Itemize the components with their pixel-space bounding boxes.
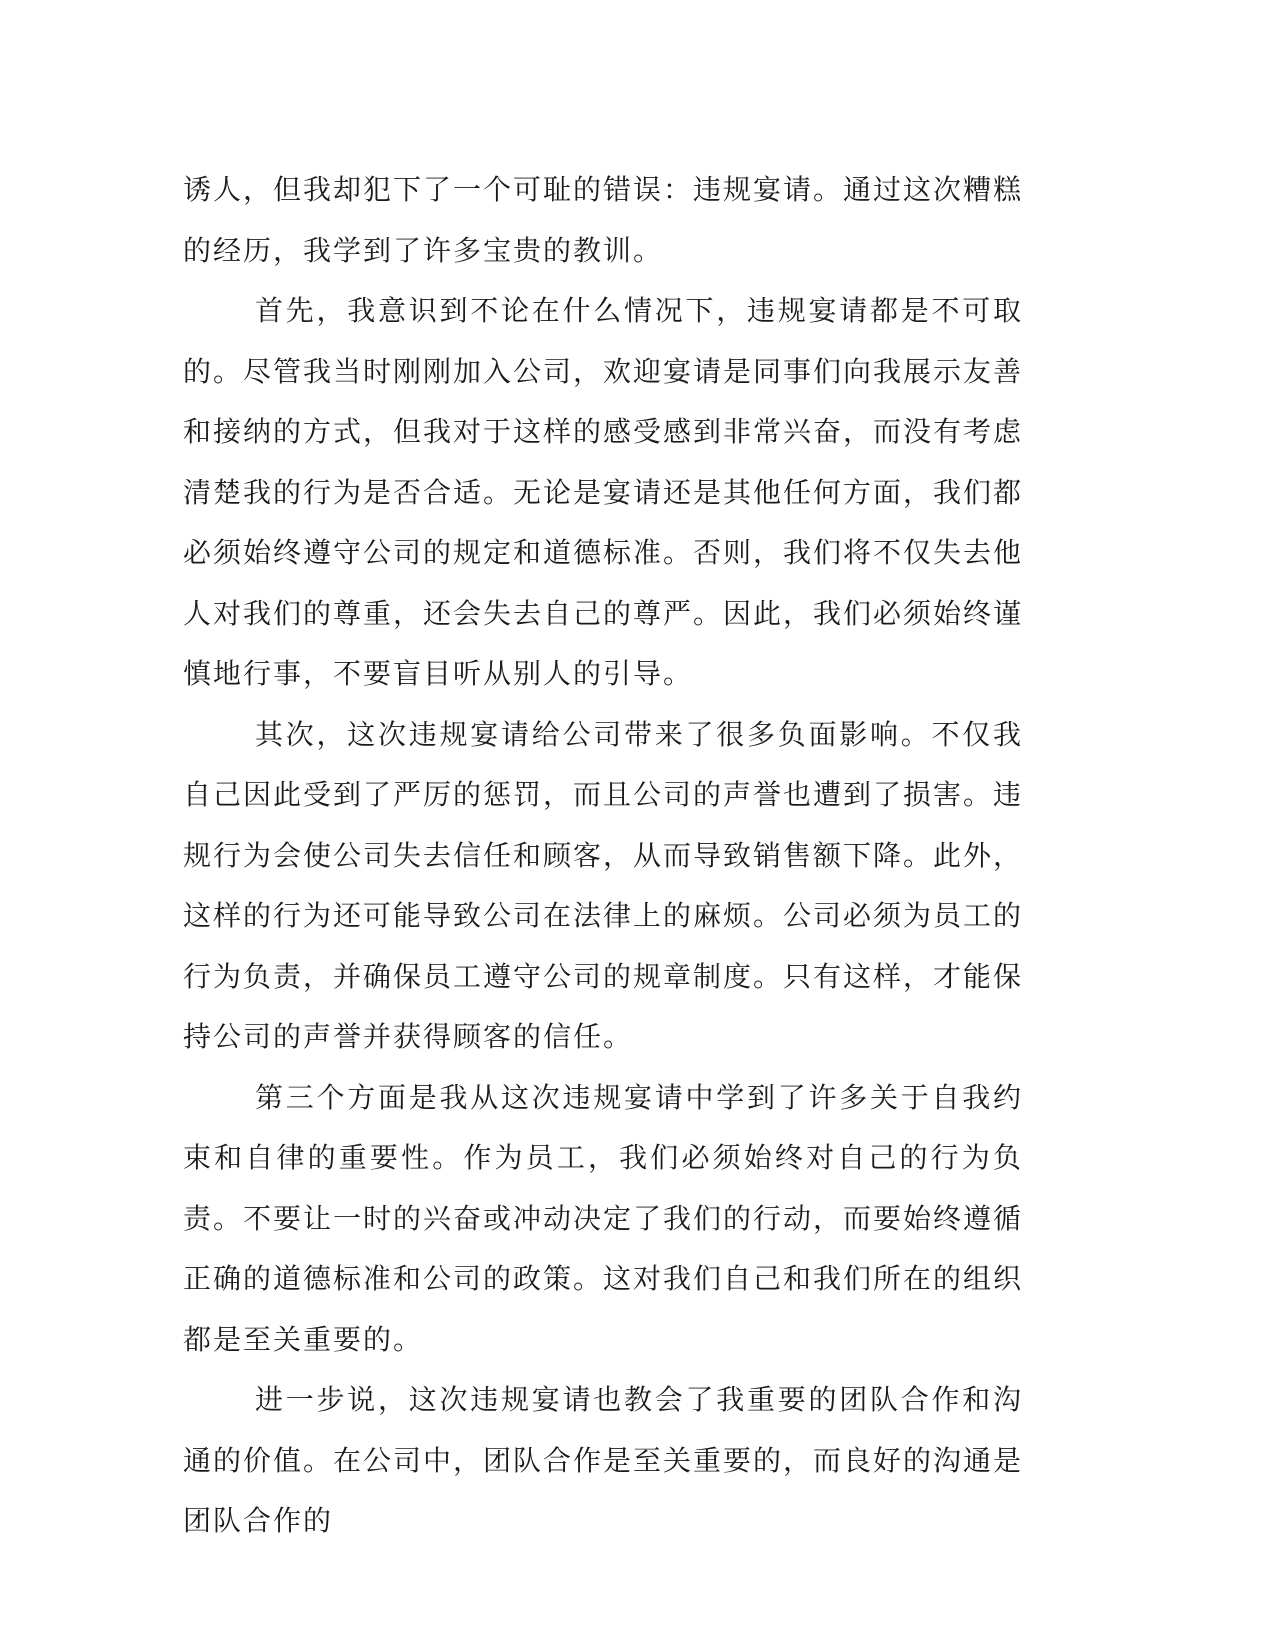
paragraph-first-point: 首先，我意识到不论在什么情况下，违规宴请都是不可取的。尽管我当时刚刚加入公司，欢迎宴请是同事们向我展示友善和接纳的方式，但我对于这样的感受感到非常兴奋，而没有考虑清楚我的行为是否合适。无论是宴请还是其他任何方面，我们都必须始终遵守公司的规定和道德标准。否则，我们将不仅失去他人对我们的尊重，还会失去自己的尊严。因此，我们必须始终谨慎地行事，不要盲目听从别人的引导。	[183, 294, 1024, 690]
document-body	[183, 160, 1023, 1552]
paragraph-second-point: 其次，这次违规宴请给公司带来了很多负面影响。不仅我自己因此受到了严厉的惩罚，而且公司的声誉也遭到了损害。违规行为会使公司失去信任和顾客，从而导致销售额下降。此外，这样的行为还可能导致公司在法律上的麻烦。公司必须为员工的行为负责，并确保员工遵守公司的规章制度。只有这样，才能保持公司的声誉并获得顾客的信任。	[183, 717, 1024, 1053]
paragraph-third-point: 第三个方面是我从这次违规宴请中学到了许多关于自我约束和自律的重要性。作为员工，我们必须始终对自己的行为负责。不要让一时的兴奋或冲动决定了我们的行动，而要始终遵循正确的道德标准和公司的政策。这对我们自己和我们所在的组织都是至关重要的。	[183, 1080, 1024, 1356]
paragraph-continued: 诱人，但我却犯下了一个可耻的错误：违规宴请。通过这次糟糕的经历，我学到了许多宝贵的教训。	[183, 173, 1024, 267]
paragraph-further-point: 进一步说，这次违规宴请也教会了我重要的团队合作和沟通的价值。在公司中，团队合作是至关重要的，而良好的沟通是团队合作的	[183, 1383, 1024, 1537]
